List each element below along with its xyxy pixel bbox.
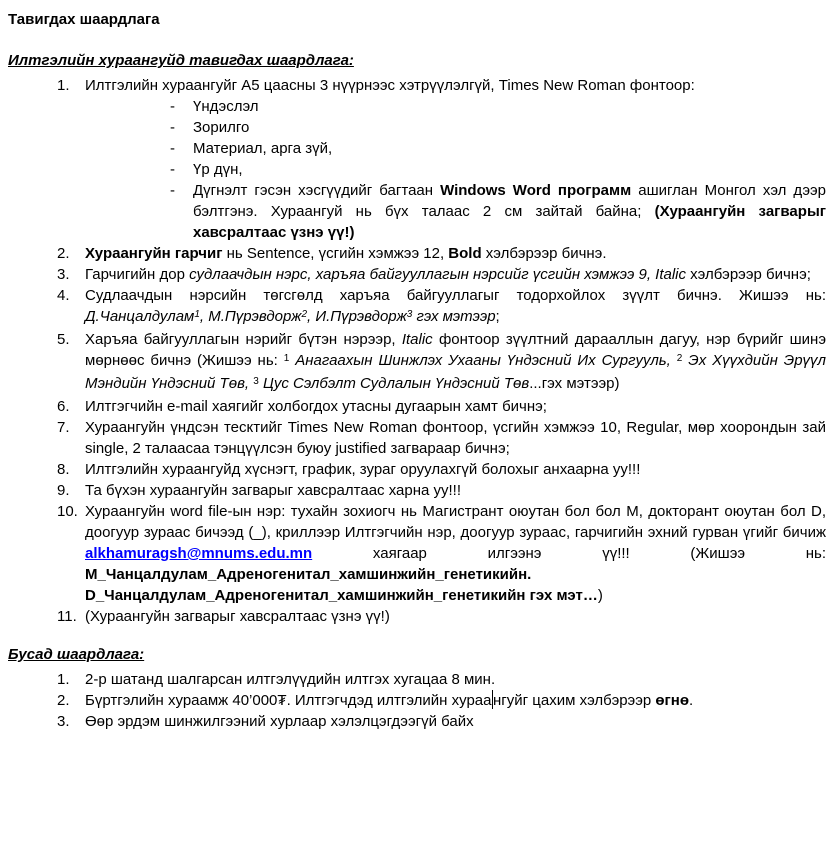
- text-segment: Д.Чанцалдулам: [85, 308, 195, 325]
- text-segment: хэлбэрээр бичнэ.: [481, 245, 607, 262]
- text-segment: Эх Хүүхдийн Эрүүл Мэндийн Үндэсний Төв,: [85, 352, 826, 392]
- text-segment: Гарчигийн дор: [85, 266, 190, 283]
- list-item-number: 8.: [57, 461, 70, 478]
- sub-bullet-text: [193, 96, 826, 117]
- list-item-number: 1.: [57, 671, 70, 688]
- text-segment: Материал, арга зүй,: [193, 140, 333, 157]
- text-segment: 3: [253, 376, 259, 387]
- list-item-text: [85, 711, 826, 732]
- list-item-text: [85, 480, 826, 501]
- list-item-number: 3.: [57, 266, 70, 283]
- list-item-text: [85, 243, 826, 264]
- list-item-number: 9.: [57, 482, 70, 499]
- list-item-text: [85, 501, 826, 606]
- list-item: [57, 285, 826, 329]
- text-segment: Өөр эрдэм шинжилгээний хурлаар хэлэлцэгдээгүй байх: [85, 713, 474, 730]
- text-segment: нь Sentence, үсгийн хэмжээ 12,: [222, 245, 449, 262]
- dash-bullet: -: [170, 98, 175, 115]
- sub-bullet-item: [170, 96, 826, 117]
- text-segment: фонтоор зүүлтний дарааллын дагуу, нэр бүрийг шинэ мөрнөөс бичнэ (Жишээ нь:: [85, 331, 826, 369]
- text-segment: Хураангуйн word file-ын нэр: тухайн зохиогч нь Магистрант оюутан бол бол М, докторант оюутан бол D, доогуур зураас бичээд (_), криллээр Илтгэгчийн нэр, доогуур зураас, гарчигийн эхний гурван үгийг бичиж: [85, 503, 826, 541]
- text-segment: D_Чанцалдулам_Адреногенитал_хамшинжийн_генетикийн гэх мэт…: [85, 587, 598, 604]
- text-segment: хаягаар илгээнэ үү!!! (Жишээ нь:: [312, 545, 826, 562]
- email-link[interactable]: alkhamuragsh@mnums.edu.mn: [85, 545, 313, 562]
- sub-bullet-text: [193, 117, 826, 138]
- list-item: [57, 329, 826, 396]
- text-segment: Бүртгэлийн хураамж 40’000₮. Илтгэгчдэд илтгэлийн хураа: [85, 692, 492, 709]
- dash-bullet: -: [170, 140, 175, 157]
- list-item-number: 3.: [57, 713, 70, 730]
- text-segment: Илтгэгчийн e-mail хаягийг холбогдох утасны дугаарын хамт бичнэ;: [85, 398, 547, 415]
- list-item-text: [85, 285, 826, 329]
- list-item-text: [85, 396, 826, 417]
- list-item-text: [85, 690, 826, 711]
- text-segment: Илтгэлийн хураангуйг А5 цаасны 3 нүүрнээс хэтрүүлэлгүй, Times New Roman фонтоор:: [85, 77, 695, 94]
- text-segment: 2: [676, 353, 683, 364]
- section-heading-abstract-requirements: Илтгэлийн хураангуйд тавигдах шаардлага:: [8, 52, 354, 69]
- list-item: [57, 606, 826, 627]
- list-item: [57, 711, 826, 732]
- list-item: [57, 459, 826, 480]
- text-segment: М_Чанцалдулам_Адреногенитал_хамшинжийн_генетикийн.: [85, 566, 532, 583]
- text-segment: 3: [406, 309, 413, 320]
- text-segment: гэх мэтээр: [412, 308, 496, 325]
- text-segment: Дүгнэлт гэсэн хэсгүүдийг багтаан: [193, 182, 441, 199]
- text-segment: судлаачдын нэрс, харъяа байгууллагын нэрсийг үсгийн хэмжээ 9, Italic: [189, 266, 687, 283]
- sub-bullet-text: [193, 180, 826, 243]
- dash-bullet: -: [170, 119, 175, 136]
- list-item: [57, 480, 826, 501]
- list-item: [57, 690, 826, 711]
- text-segment: Та бүхэн хураангуйн загварыг хавсралтаас харна уу!!!: [85, 482, 462, 499]
- text-segment: 2-р шатанд шалгарсан илтгэлүүдийн илтгэх хугацаа 8 мин.: [85, 671, 496, 688]
- list-item-text: [85, 417, 826, 459]
- list-item: [57, 243, 826, 264]
- list-item-text: [85, 606, 826, 627]
- list-item-number: 11.: [57, 608, 77, 625]
- text-segment: Хураангуйн үндсэн тесктийг Times New Roman фонтоор, үсгийн хэмжээ 10, Regular, мөр хоорондын зай single, 2 талаасаа тэнцүүлсэн буюу justified загвараар бичнэ;: [85, 419, 826, 457]
- text-segment: (Хураангуйн загварыг хавсралтаас үзнэ үү!): [193, 203, 826, 241]
- text-segment: (Хураангуйн загварыг хавсралтаас үзнэ үү!): [85, 608, 390, 625]
- text-segment: Цус Сэлбэлт Судлалын Үндэсний Төв: [262, 375, 530, 392]
- list-item: [57, 396, 826, 417]
- section-heading-other-requirements: Бусад шаардлага:: [8, 646, 145, 663]
- text-segment: , М.Пүрэвдорж: [199, 308, 302, 325]
- list-item-text: [85, 669, 826, 690]
- dash-bullet: -: [170, 182, 175, 199]
- list-item-number: 10.: [57, 503, 78, 520]
- list-item-number: 5.: [57, 331, 70, 348]
- sub-bullet-item: [170, 138, 826, 159]
- sub-bullet-text: [193, 138, 826, 159]
- list-item-text: [85, 264, 826, 285]
- list-item-text: [85, 329, 826, 396]
- text-segment: Анагаахын Шинжлэх Ухааны Үндэсний Их Сургууль,: [295, 352, 671, 369]
- sub-bullet-item: [170, 180, 826, 243]
- text-segment: Italic: [401, 331, 433, 348]
- sub-bullet-text: [193, 159, 826, 180]
- text-segment: Үндэслэл: [193, 98, 259, 115]
- text-segment: , И.Пүрэвдорж: [307, 308, 407, 325]
- other-requirements-list: [8, 669, 826, 732]
- list-item-text: [85, 75, 826, 243]
- text-segment: хэлбэрээр бичнэ;: [686, 266, 811, 283]
- text-segment: [671, 352, 677, 369]
- list-item: [57, 669, 826, 690]
- text-segment: Үр дүн,: [193, 161, 243, 178]
- text-segment: Bold: [448, 245, 482, 262]
- text-segment: Судлаачдын нэрсийн төгсгөлд харъяа байгууллагыг тодорхойлох зүүлт бичнэ. Жишээ нь:: [85, 287, 826, 304]
- text-segment: ;: [495, 308, 500, 325]
- sub-bullet-item: [170, 159, 826, 180]
- list-item-text: [85, 459, 826, 480]
- text-segment: нгуйг цахим хэлбэрээр: [493, 692, 656, 709]
- list-item-number: 1.: [57, 77, 70, 94]
- abstract-requirements-list: [8, 75, 826, 627]
- list-item: [57, 264, 826, 285]
- list-item: [57, 501, 826, 606]
- text-segment: ашиглан Монгол хэл дээр бэлтгэнэ. Хураангуй нь бүх талаас 2 см зайтай байна;: [193, 182, 826, 220]
- list-item-number: 2.: [57, 692, 70, 709]
- text-segment: өгнө: [655, 692, 690, 709]
- list-item-number: 4.: [57, 287, 70, 304]
- text-segment: Харъяа байгууллагын нэрийг бүтэн нэрээр,: [85, 331, 402, 348]
- text-segment: .: [689, 692, 694, 709]
- text-segment: 1: [194, 309, 200, 320]
- text-segment: Зорилго: [193, 119, 250, 136]
- dash-bullet: -: [170, 161, 175, 178]
- list-item-number: 6.: [57, 398, 70, 415]
- text-segment: Хураангуйн гарчиг: [85, 245, 223, 262]
- text-segment: 1: [283, 353, 290, 364]
- list-item-number: 7.: [57, 419, 70, 436]
- text-segment: 2: [301, 309, 308, 320]
- sub-bullet-list: [170, 96, 826, 243]
- list-item-number: 2.: [57, 245, 70, 262]
- sub-bullet-item: [170, 117, 826, 138]
- list-item: [57, 75, 826, 243]
- list-item: [57, 417, 826, 459]
- text-segment: Илтгэлийн хураангуйд хүснэгт, график, зураг оруулахгүй болохыг анхаарна уу!!!: [85, 461, 641, 478]
- text-segment: ): [597, 587, 603, 604]
- document-title: Тавигдах шаардлага: [8, 11, 160, 28]
- text-segment: Windows Word программ: [440, 182, 632, 199]
- text-segment: ...гэх мэтээр): [529, 375, 620, 392]
